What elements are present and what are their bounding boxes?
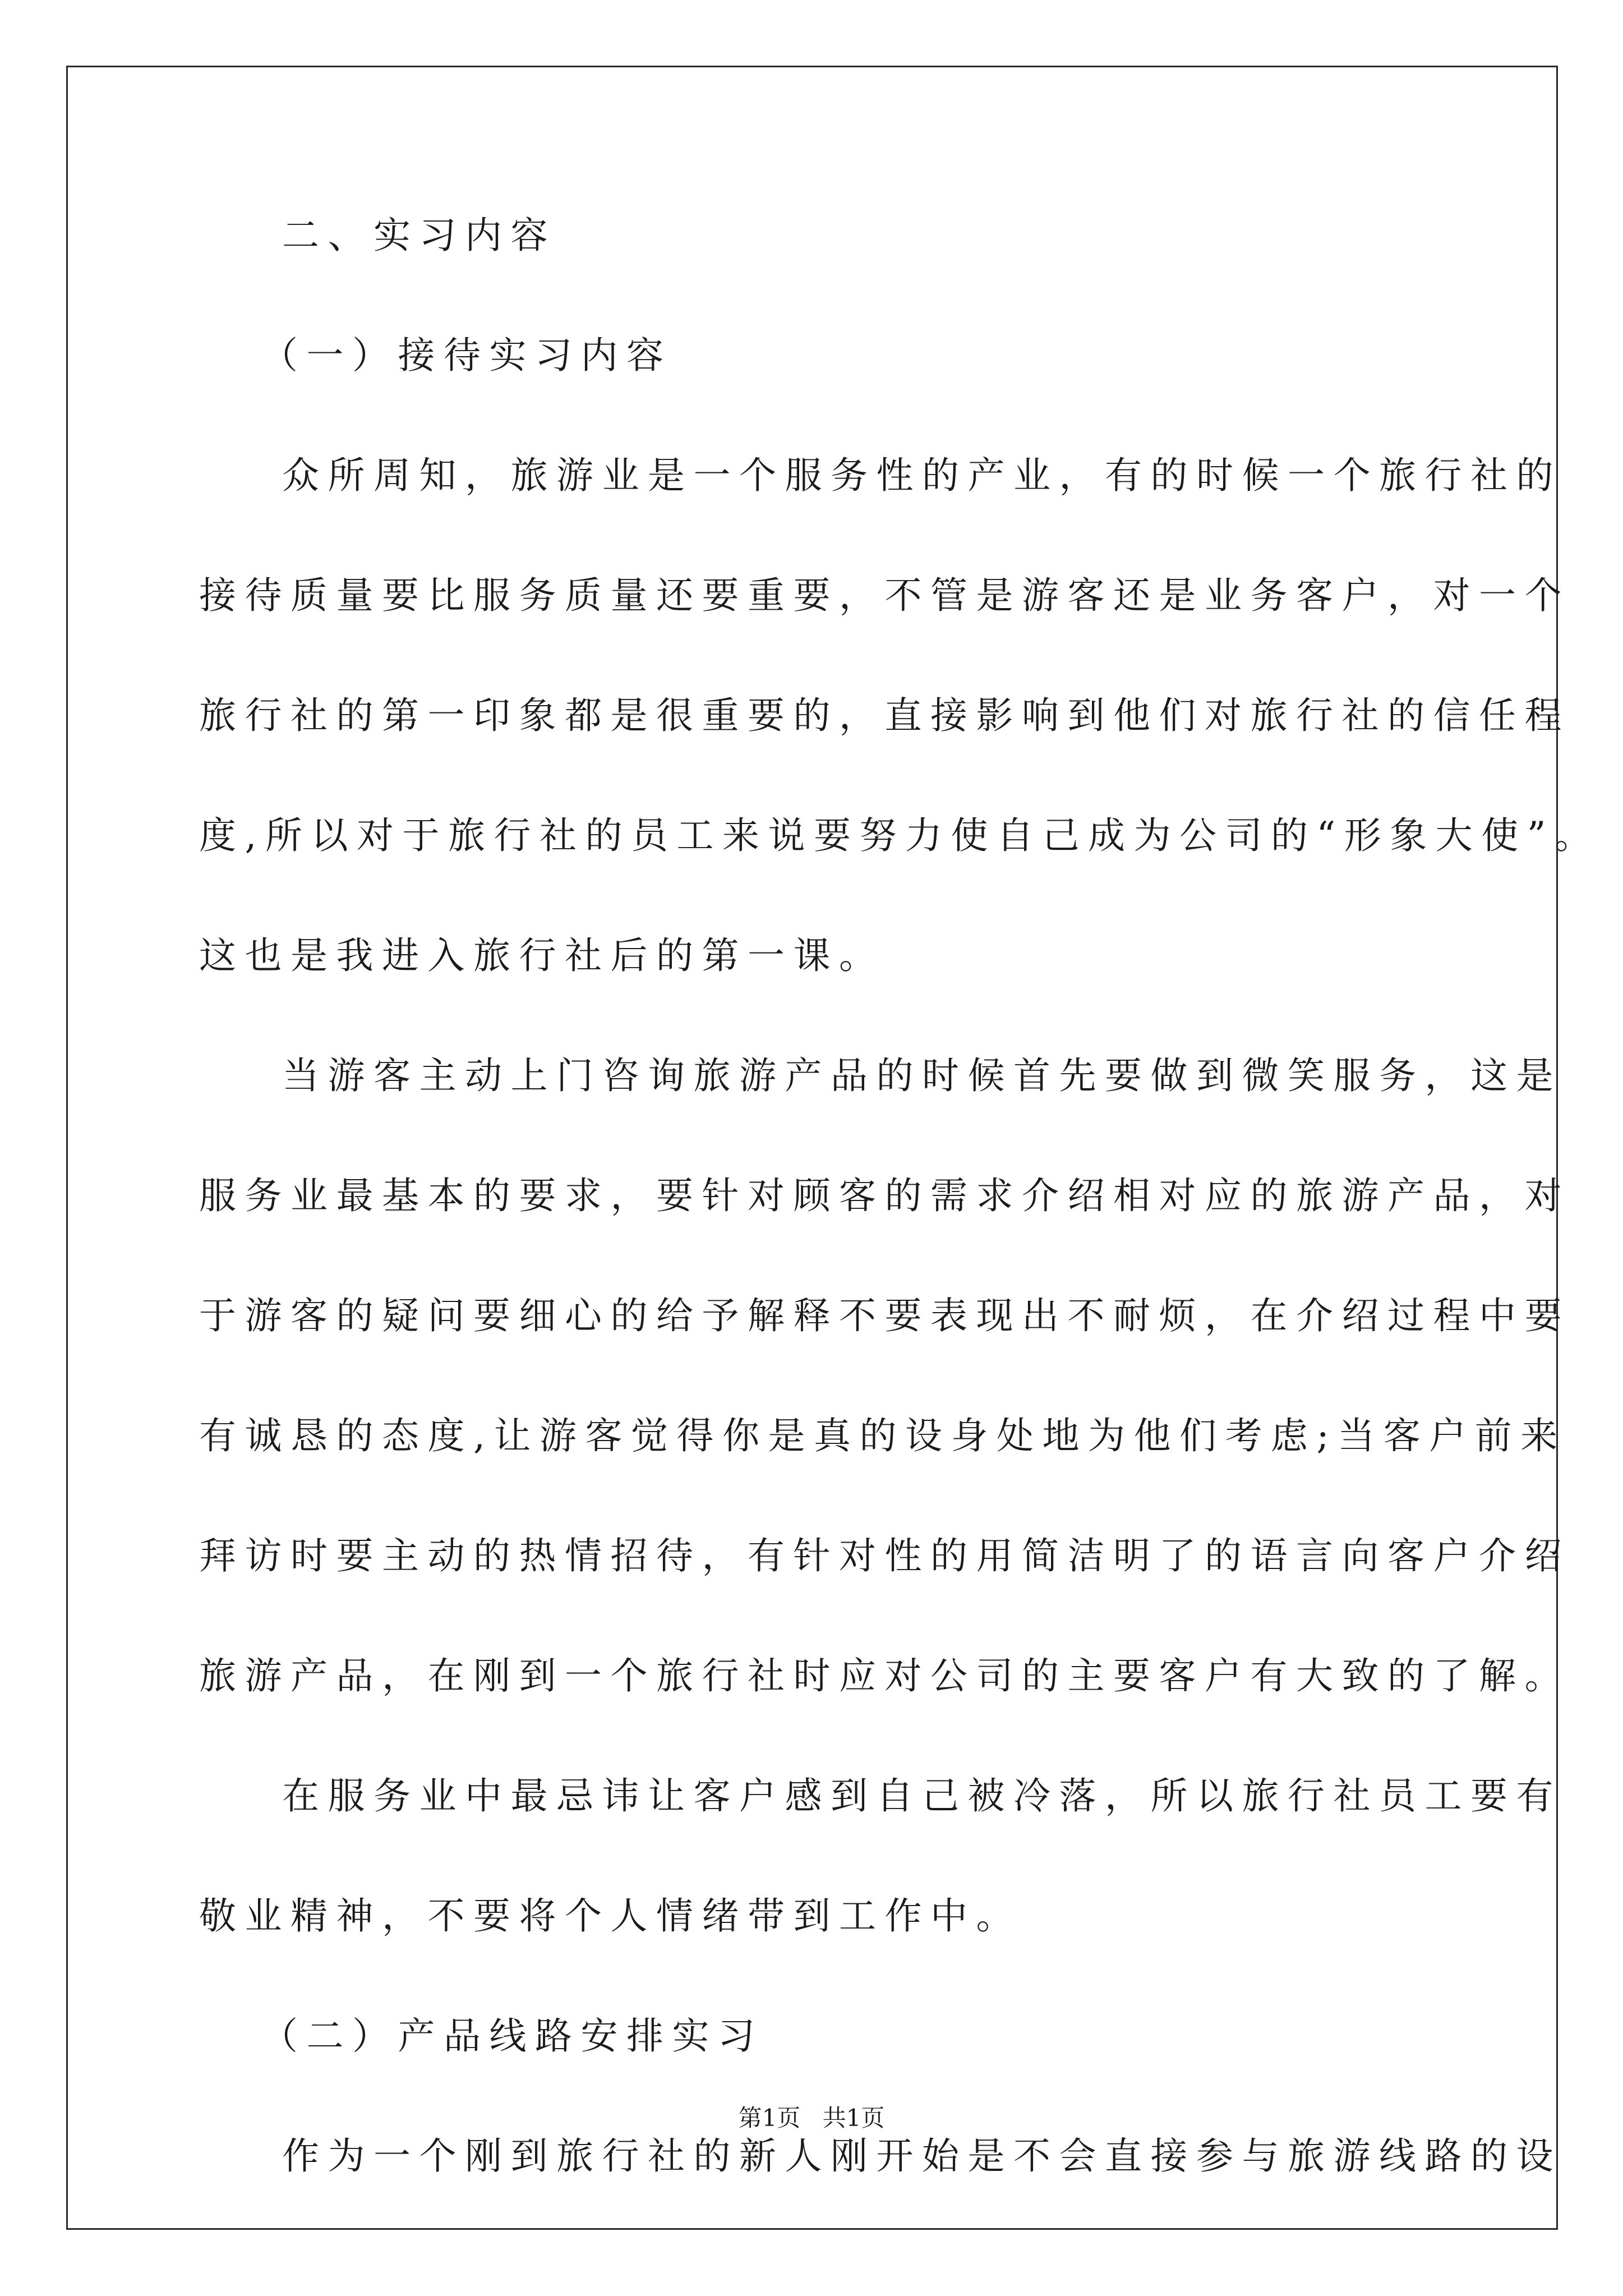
paragraph-line: 敬业精神，不要将个人情绪带到工作中。 [199, 1894, 1022, 1938]
paragraph-line: 这也是我进入旅行社后的第一课。 [199, 934, 885, 977]
paragraph-line: 众所周知，旅游业是一个服务性的产业，有的时候一个旅行社的 [282, 454, 1562, 497]
paragraph-line: 拜访时要主动的热情招待，有针对性的用简洁明了的语言向客户介绍 [199, 1534, 1570, 1577]
paragraph-line: 于游客的疑问要细心的给予解释不要表现出不耐烦，在介绍过程中要 [199, 1294, 1570, 1337]
paragraph-line: 有诚恳的态度,让游客觉得你是真的设身处地为他们考虑;当客户前来 [199, 1414, 1566, 1457]
paragraph-line: 旅行社的第一印象都是很重要的，直接影响到他们对旅行社的信任程 [199, 694, 1570, 737]
paragraph-line: 度,所以对于旅行社的员工来说要努力使自己成为公司的“形象大使”。 [199, 814, 1601, 857]
paragraph-line: 在服务业中最忌讳让客户感到自己被冷落，所以旅行社员工要有 [282, 1774, 1562, 1818]
subsection-heading: （二）产品线路安排实习 [261, 2014, 764, 2058]
page-footer: 第1页 共1页 [738, 2104, 885, 2132]
section-heading: 二、实习内容 [282, 214, 556, 257]
paragraph-line: 作为一个刚到旅行社的新人刚开始是不会直接参与旅游线路的设 [282, 2134, 1562, 2178]
paragraph-line: 旅游产品，在刚到一个旅行社时应对公司的主要客户有大致的了解。 [199, 1654, 1570, 1697]
paragraph-line: 接待质量要比服务质量还要重要，不管是游客还是业务客户，对一个 [199, 574, 1570, 617]
subsection-heading: （一）接待实习内容 [261, 334, 672, 377]
paragraph-line: 服务业最基本的要求，要针对顾客的需求介绍相对应的旅游产品，对 [199, 1174, 1570, 1217]
paragraph-line: 当游客主动上门咨询旅游产品的时候首先要做到微笑服务，这是 [282, 1054, 1562, 1097]
